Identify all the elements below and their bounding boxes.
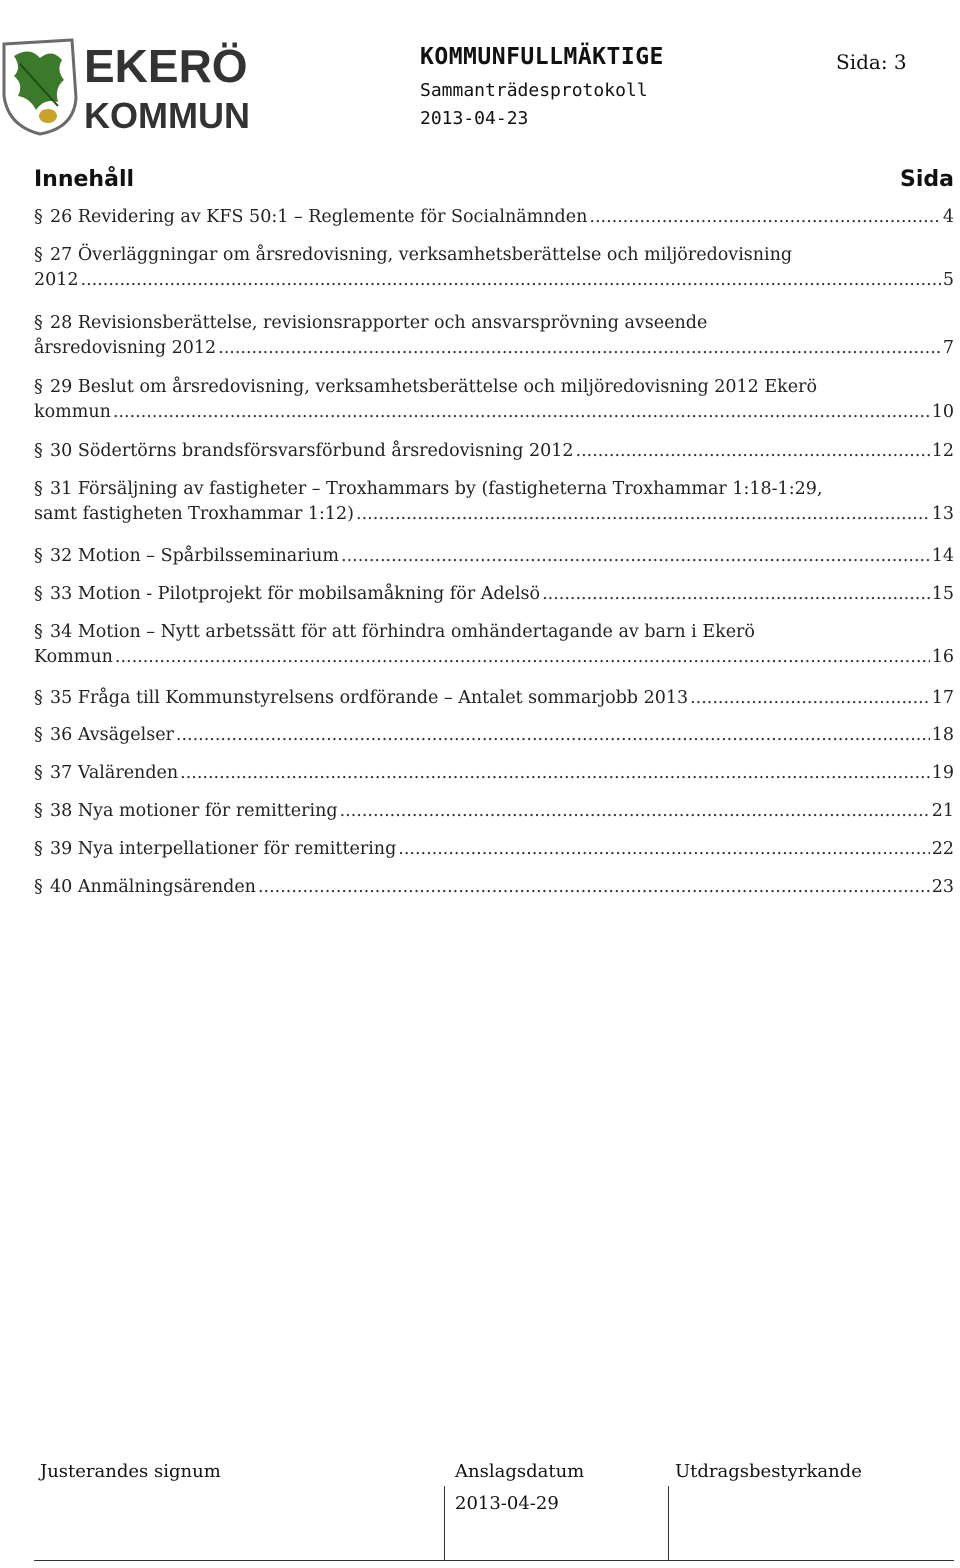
section-sign: § <box>34 207 43 227</box>
dot-leader <box>341 545 930 567</box>
dot-leader <box>398 838 929 860</box>
toc-item[interactable] <box>34 724 954 749</box>
dot-leader <box>115 646 930 668</box>
footer-divider-1 <box>444 1486 445 1560</box>
dot-leader <box>356 503 930 525</box>
toc-item[interactable] <box>34 545 954 570</box>
section-sign: § <box>34 839 43 859</box>
toc-item[interactable] <box>34 621 954 671</box>
toc-item-page: 13 <box>931 504 954 524</box>
toc-item-page: 7 <box>942 338 954 358</box>
toc-item[interactable] <box>34 876 954 901</box>
toc-item[interactable] <box>34 800 954 825</box>
toc-item-page: 21 <box>931 801 954 821</box>
acorn-shape <box>39 109 57 123</box>
toc-item[interactable] <box>34 244 954 294</box>
toc-item-page: 17 <box>931 688 954 708</box>
section-sign: § <box>34 479 43 499</box>
toc-item-page: 12 <box>931 441 954 461</box>
toc-item-title: 35 Fråga till Kommunstyrelsens ordförande – Antalet sommarjobb 2013 <box>50 688 689 708</box>
toc-item-page: 19 <box>931 763 954 783</box>
footer-anslag-date: 2013-04-29 <box>455 1493 559 1514</box>
toc-item-page: 10 <box>931 402 954 422</box>
toc-item[interactable] <box>34 312 954 362</box>
footer-divider-2 <box>668 1486 669 1560</box>
dot-leader <box>258 876 930 898</box>
toc-item[interactable] <box>34 687 954 712</box>
toc-item-page: 14 <box>931 546 954 566</box>
section-sign: § <box>34 763 43 783</box>
ekero-kommun-logo <box>0 36 270 136</box>
toc-item-title: 33 Motion - Pilotprojekt för mobilsamåkning för Adelsö <box>50 584 541 604</box>
toc-item-page: 16 <box>931 647 954 667</box>
section-sign: § <box>34 877 43 897</box>
footer-anslagsdatum-label: Anslagsdatum <box>455 1461 585 1482</box>
dot-leader <box>218 337 941 359</box>
toc-item-page: 15 <box>931 584 954 604</box>
toc-item-title: 28 Revisionsberättelse, revisionsrapporter och ansvarsprövning avseende <box>50 313 708 333</box>
toc-item-title: 34 Motion – Nytt arbetssätt för att förhindra omhändertagande av barn i Ekerö <box>50 622 755 642</box>
toc-item-title: 38 Nya motioner för remittering <box>50 801 338 821</box>
toc-item[interactable] <box>34 478 954 528</box>
toc-item-title: samt fastigheten Troxhammar 1:12) <box>34 504 354 524</box>
logo-text-kommun: KOMMUN <box>84 95 250 136</box>
toc-item-title: 26 Revidering av KFS 50:1 – Reglemente för Socialnämnden <box>50 207 588 227</box>
toc-item-title: 37 Valärenden <box>50 763 179 783</box>
toc-item-title: årsredovisning 2012 <box>34 338 217 358</box>
document-title: KOMMUNFULLMÄKTIGE <box>420 44 664 70</box>
toc-item[interactable] <box>34 762 954 787</box>
toc-item-page: 23 <box>931 877 954 897</box>
toc-item-title: 32 Motion – Spårbilsseminarium <box>50 546 340 566</box>
toc-item[interactable] <box>34 206 954 231</box>
section-sign: § <box>34 725 43 745</box>
toc-item-title: 27 Överläggningar om årsredovisning, verksamhetsberättelse och miljöredovisning <box>50 245 793 265</box>
section-sign: § <box>34 245 43 265</box>
toc-page-heading: Sida <box>900 167 954 192</box>
toc-item-title: 30 Södertörns brandsförsvarsförbund årsredovisning 2012 <box>50 441 574 461</box>
toc-item-title: 39 Nya interpellationer för remittering <box>50 839 397 859</box>
toc-item-title: 36 Avsägelser <box>50 725 174 745</box>
dot-leader <box>589 206 940 228</box>
logo-text-ekero: EKERÖ <box>84 40 248 92</box>
toc-item-page: 5 <box>942 270 954 290</box>
dot-leader <box>113 401 930 423</box>
section-sign: § <box>34 622 43 642</box>
toc-item-title: 2012 <box>34 270 79 290</box>
footer-justerande-label: Justerandes signum <box>40 1461 221 1482</box>
toc-item[interactable] <box>34 440 954 465</box>
footer-utdrag-label: Utdragsbestyrkande <box>675 1461 862 1482</box>
dot-leader <box>176 724 930 746</box>
dot-leader <box>690 687 930 709</box>
section-sign: § <box>34 688 43 708</box>
toc-item-page: 4 <box>942 207 954 227</box>
section-sign: § <box>34 441 43 461</box>
toc-item-page: 18 <box>931 725 954 745</box>
section-sign: § <box>34 801 43 821</box>
toc-item-title: Kommun <box>34 647 113 667</box>
toc-item-title: kommun <box>34 402 111 422</box>
toc-heading: Innehåll <box>34 167 135 192</box>
section-sign: § <box>34 313 43 333</box>
toc-item-title: 40 Anmälningsärenden <box>50 877 256 897</box>
dot-leader <box>576 440 930 462</box>
toc-item[interactable] <box>34 583 954 608</box>
dot-leader <box>340 800 930 822</box>
dot-leader <box>180 762 930 784</box>
section-sign: § <box>34 546 43 566</box>
toc-item[interactable] <box>34 376 954 426</box>
toc-item-page: 22 <box>931 839 954 859</box>
toc-item-title: 31 Försäljning av fastigheter – Troxhammars by (fastigheterna Troxhammar 1:18-1:29, <box>50 479 823 499</box>
dot-leader <box>81 269 941 291</box>
toc-item[interactable] <box>34 838 954 863</box>
section-sign: § <box>34 584 43 604</box>
footer-signature-line <box>34 1560 954 1561</box>
document-date: 2013-04-23 <box>420 108 529 129</box>
document-subtitle: Sammanträdesprotokoll <box>420 80 648 101</box>
section-sign: § <box>34 377 43 397</box>
dot-leader <box>542 583 930 605</box>
toc-item-title: 29 Beslut om årsredovisning, verksamhetsberättelse och miljöredovisning 2012 Ekerö <box>50 377 817 397</box>
page-number: Sida: 3 <box>836 50 907 74</box>
